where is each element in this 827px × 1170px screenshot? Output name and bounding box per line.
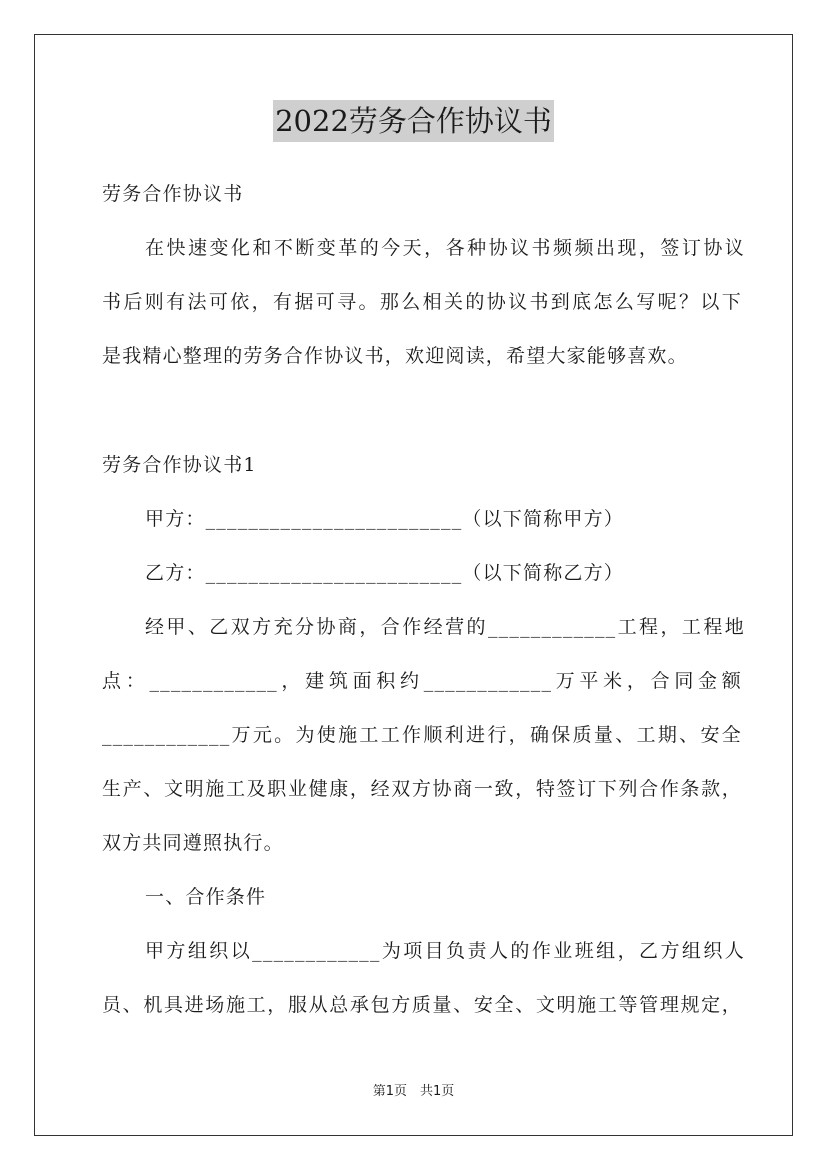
- page-footer: 第1页 共1页: [372, 1084, 455, 1099]
- paragraph-line: 是我精心整理的劳务合作协议书，欢迎阅读，希望大家能够喜欢。: [102, 345, 688, 367]
- paragraph-line: 在快速变化和不断变革的今天，各种协议书频频出现，签订协议: [145, 237, 745, 259]
- party-a-line: 甲方：________________________（以下简称甲方）: [145, 508, 625, 530]
- paragraph-line: ____________万元。为使施工工作顺利进行，确保质量、工期、安全: [102, 724, 742, 746]
- paragraph-line: 生产、文明施工及职业健康，经双方协商一致，特签订下列合作条款，: [102, 778, 742, 800]
- paragraph-line: 书后则有法可依，有据可寻。那么相关的协议书到底怎么写呢？以下: [102, 291, 742, 313]
- paragraph-line: 点：____________，建筑面积约____________万平米，合同金额: [102, 670, 742, 692]
- paragraph-line: 经甲、乙双方充分协商，合作经营的____________工程，工程地: [145, 616, 745, 638]
- paragraph-line: 员、机具进场施工，服从总承包方质量、安全、文明施工等管理规定，: [102, 994, 742, 1016]
- section-heading: 劳务合作协议书: [102, 183, 244, 205]
- party-b-line: 乙方：________________________（以下简称乙方）: [145, 562, 625, 584]
- document-title: 2022劳务合作协议书: [273, 100, 554, 142]
- paragraph-line: 甲方组织以____________为项目负责人的作业班组，乙方组织人: [145, 940, 745, 962]
- paragraph-line: 双方共同遵照执行。: [102, 832, 284, 854]
- section-heading: 劳务合作协议书1: [102, 454, 257, 476]
- title-wrap: [0, 100, 827, 142]
- clause-heading: 一、合作条件: [145, 886, 267, 908]
